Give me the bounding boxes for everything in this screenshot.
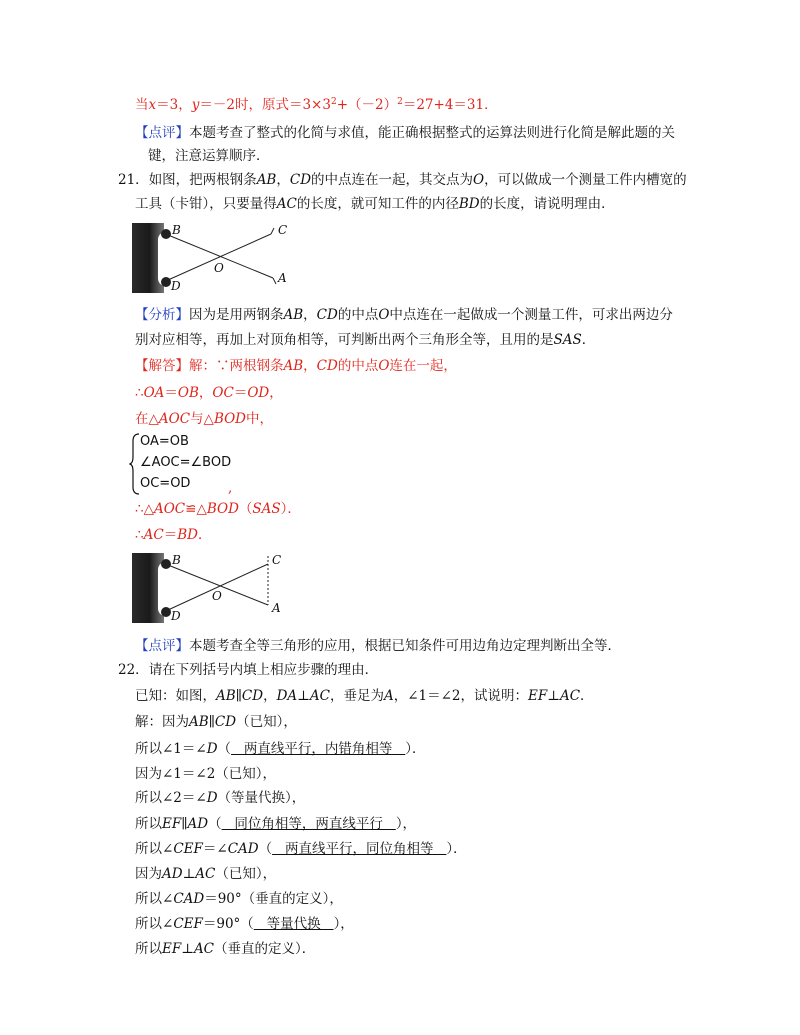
q21-question-cont: 工具（卡钳），只要量得AC的长度，就可知工件的内径BD的长度，请说明理由． — [135, 196, 615, 212]
workpiece-wall — [132, 223, 164, 293]
q21-comment: 【点评】本题考查全等三角形的应用，根据已知条件可用边角边定理判断出全等． — [135, 638, 621, 654]
label-B: B — [172, 553, 181, 567]
q20-comment: 【点评】本题考查了整式的化简与求值，能正确根据整式的运算法则进行化简是解此题的关 — [135, 125, 675, 141]
system-comma: , — [228, 480, 233, 496]
workpiece-wall — [132, 553, 164, 623]
q20-comment-cont: 键，注意运算顺序． — [148, 148, 270, 164]
answer-blank: 同位角相等，两直线平行 — [221, 816, 396, 832]
label-B: B — [172, 223, 181, 237]
q21-answer-1: 【解答】解：∵两根钢条AB，CD的中点O连在一起， — [135, 358, 457, 374]
q22-step-9: 所以∠CEF＝90°（ 等量代换 ）， — [135, 916, 354, 932]
q22-step-3: 因为∠1＝∠2（已知）， — [135, 766, 277, 782]
system-eq-2: ∠AOC=∠BOD — [140, 455, 232, 470]
comment-tag: 【点评】 — [135, 638, 189, 654]
q22-given: 已知：如图，AB∥CD，DA⊥AC，垂足为A，∠1＝∠2，试说明：EF⊥AC． — [135, 688, 594, 704]
q21-answer-6: ∴AC＝BD． — [135, 527, 212, 543]
answer-tag: 【解答】 — [135, 358, 189, 374]
answer-blank: 等量代换 — [253, 916, 334, 932]
q21-answer-3: 在△AOC与△BOD中， — [135, 411, 273, 427]
caliper-figure-1 — [128, 220, 293, 295]
q22-question: 22．请在下列括号内填上相应步骤的理由． — [118, 662, 379, 678]
q21-question: 21．如图，把两根钢条AB，CD的中点连在一起，其交点为O，可以做成一个测量工件内槽宽的 — [118, 172, 687, 188]
label-A: A — [272, 601, 281, 615]
label-D: D — [171, 609, 181, 623]
label-O: O — [214, 261, 224, 275]
q21-answer-5: ∴△AOC≌△BOD（SAS）． — [135, 501, 301, 517]
q22-step-2: 所以∠1＝∠D（ 两直线平行，内错角相等 ）． — [135, 741, 426, 757]
q21-analysis: 【分析】因为是用两钢条AB，CD的中点O中点连在一起做成一个测量工件，可求出两边分 — [135, 307, 673, 323]
analysis-tag: 【分析】 — [135, 307, 189, 323]
q22-step-6: 所以∠CEF＝∠CAD（ 两直线平行，同位角相等 ）． — [135, 841, 467, 857]
label-O: O — [212, 589, 222, 603]
answer-blank: 两直线平行，同位角相等 — [272, 841, 447, 857]
caliper-figure-2 — [128, 550, 293, 625]
q21-answer-2: ∴OA＝OB，OC＝OD， — [135, 385, 283, 401]
label-A: A — [278, 271, 287, 285]
q21-analysis-cont: 别对应相等，再加上对顶角相等，可判断出两个三角形全等，且用的是SAS． — [135, 332, 596, 348]
label-D: D — [171, 279, 181, 293]
label-C: C — [278, 223, 288, 237]
q22-step-8: 所以∠CAD＝90°（垂直的定义）， — [135, 891, 343, 907]
q22-step-4: 所以∠2＝∠D（等量代换）， — [135, 790, 306, 806]
system-eq-1: OA=OB — [140, 434, 189, 449]
q22-step-10: 所以EF⊥AC（垂直的定义）． — [135, 941, 316, 957]
comment-tag: 【点评】 — [135, 125, 189, 141]
q20-evaluation-line: 当x＝3，y＝－2时，原式$=3\times 3^2+(-2)^2=27+4=31$． — [135, 97, 498, 113]
answer-blank: 两直线平行，内错角相等 — [231, 741, 406, 757]
system-eq-3: OC=OD — [140, 476, 191, 491]
label-C: C — [272, 553, 282, 567]
q22-step-5: 所以EF∥AD（ 同位角相等，两直线平行 ）， — [135, 816, 417, 832]
q22-step-7: 因为AD⊥AC（已知）， — [135, 866, 277, 882]
q22-step-1: 解：因为AB∥CD（已知）， — [135, 714, 297, 730]
